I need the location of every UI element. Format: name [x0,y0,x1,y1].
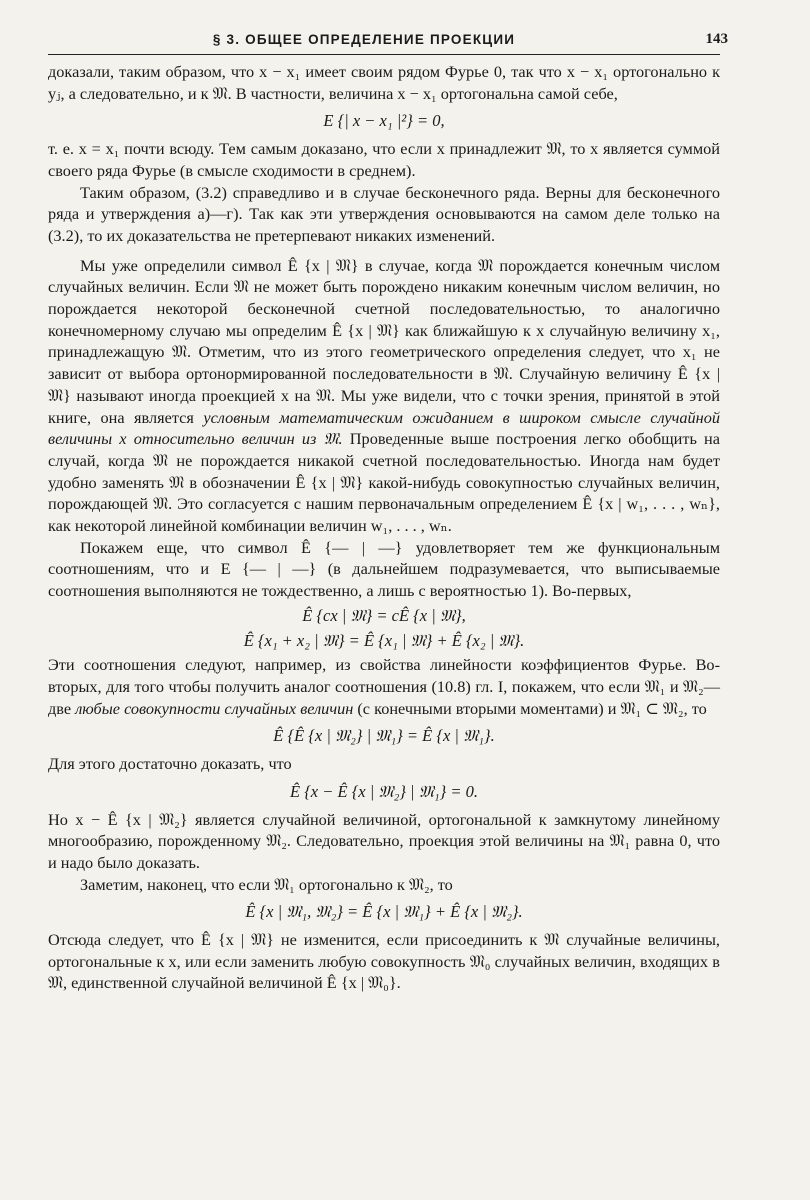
paragraph-8: Но x − Ê {x | 𝔐₂} является случайной величиной, ортогональной к замкнутому линейному многообразию, порожденному 𝔐₂. Следовательно, проекция этой величины на 𝔐₁ равна 0, что и надо было доказать. [48,809,720,872]
section-title: § 3. ОБЩЕЕ ОПРЕДЕЛЕНИЕ ПРОЕКЦИИ [212,32,516,47]
paragraph-2: т. е. x = x₁ почти всюду. Тем самым доказано, что если x принадлежит 𝔐, то x является суммой своего ряда Фурье (в смысле сходимости в среднем). [48,139,720,180]
running-head [48,28,728,55]
paragraph-4-text-b: Проведенные выше построения легко обобщить на случай, когда 𝔐 не порождается никакой счетной последовательностью. Иногда нам будет удобно заменять 𝔐 в обозначении Ê {x | 𝔐} какой-нибудь совокупностью случайных величин, порождающей 𝔐. Это согласуется с нашим первоначальным определением Ê {x | w₁, . . . , wₙ}, как некоторой линейной комбинации величин w₁, . . . , wₙ. [48,429,720,536]
paragraph-5: Покажем еще, что символ Ê {— | —} удовлетворяет тем же функциональным соотношениям, что и E {— | —} (в дальнейшем подразумевается, что выписываемые соотношения выполняются не тождественно, а лишь с вероятностью 1). Во-первых, [48,537,720,601]
equation-3: Ê {x₁ + x₂ | 𝔐} = Ê {x₁ | 𝔐} + Ê {x₂ | 𝔐}. [243,630,525,650]
paragraph-7: Для этого достаточно доказать, что [48,754,292,774]
paragraph-4-text-a: Мы уже определили символ Ê {x | 𝔐} в случае, когда 𝔐 порождается конечным числом случайных величин. Если 𝔐 не может быть порождено никаким конечным числом величин, но порождается некоторой бесконечной счетной последовательностью, то аналогично конечномерному случаю мы определим Ê {x | 𝔐} как ближайшую к x случайную величину x₁, принадлежащую 𝔐. Отметим, что из этого геометрического определения следует, что x₁ не зависит от выбора ортонормированной последовательности в 𝔐. Случайную величину Ê {x | 𝔐} называют иногда проекцией x на 𝔐. Мы уже видели, что с точки зрения, принятой в этой книге, она является [48,255,720,427]
paragraph-3: Таким образом, (3.2) справедливо и в случае бесконечного ряда. Верны для бесконечного ряда и утверждения а)—г). Так как эти утверждения основываются на самом деле только на (3.2), то их доказательства не претерпевают никаких изменений. [48,182,720,245]
paragraph-4 [48,255,720,537]
paragraph-6 [48,654,720,719]
body-text [48,61,720,994]
page-number: 143 [705,31,728,47]
equation-1: E {| x − x₁ |²} = 0, [323,111,445,131]
equation-4: Ê {Ê {x | 𝔐₂} | 𝔐₁} = Ê {x | 𝔐₁}. [273,726,495,746]
paragraph-6-italic: любые совокупности случайных величин [75,698,354,718]
paragraph-4-italic: условным математическим ожиданием в широком смысле случайной величины x относительно величин из 𝔐. [48,407,720,449]
equation-6: Ê {x | 𝔐₁, 𝔐₂} = Ê {x | 𝔐₁} + Ê {x | 𝔐₂}. [245,902,523,922]
paragraph-9: Заметим, наконец, что если 𝔐₁ ортогонально к 𝔐₂, то [80,874,453,894]
equation-5: Ê {x − Ê {x | 𝔐₂} | 𝔐₁} = 0. [290,781,478,801]
paragraph-1: доказали, таким образом, что x − x₁ имеет своим рядом Фурье 0, так что x − x₁ ортогонально к yⱼ, а следовательно, и к 𝔐. В частности, величина x − x₁ ортогональна самой себе, [48,62,720,103]
paragraph-10: Отсюда следует, что Ê {x | 𝔐} не изменится, если присоединить к 𝔐 случайные величины, ортогональные к x, или если заменить любую совокупность 𝔐₀ случайных величин, входящих в 𝔐, единственной случайной величиной Ê {x | 𝔐₀}. [48,930,720,993]
equation-2: Ê {cx | 𝔐} = cÊ {x | 𝔐}, [302,605,466,625]
paragraph-6-text-a: Эти соотношения следуют, например, из свойства линейности коэффициентов Фурье. Во-вторых, для того чтобы получить аналог соотношения (10.8) гл. I, покажем, что если 𝔐₁ и 𝔐₂—две [48,655,720,718]
paragraph-6-text-b: (с конечными вторыми моментами) и 𝔐₁ ⊂ 𝔐₂, то [357,698,707,718]
